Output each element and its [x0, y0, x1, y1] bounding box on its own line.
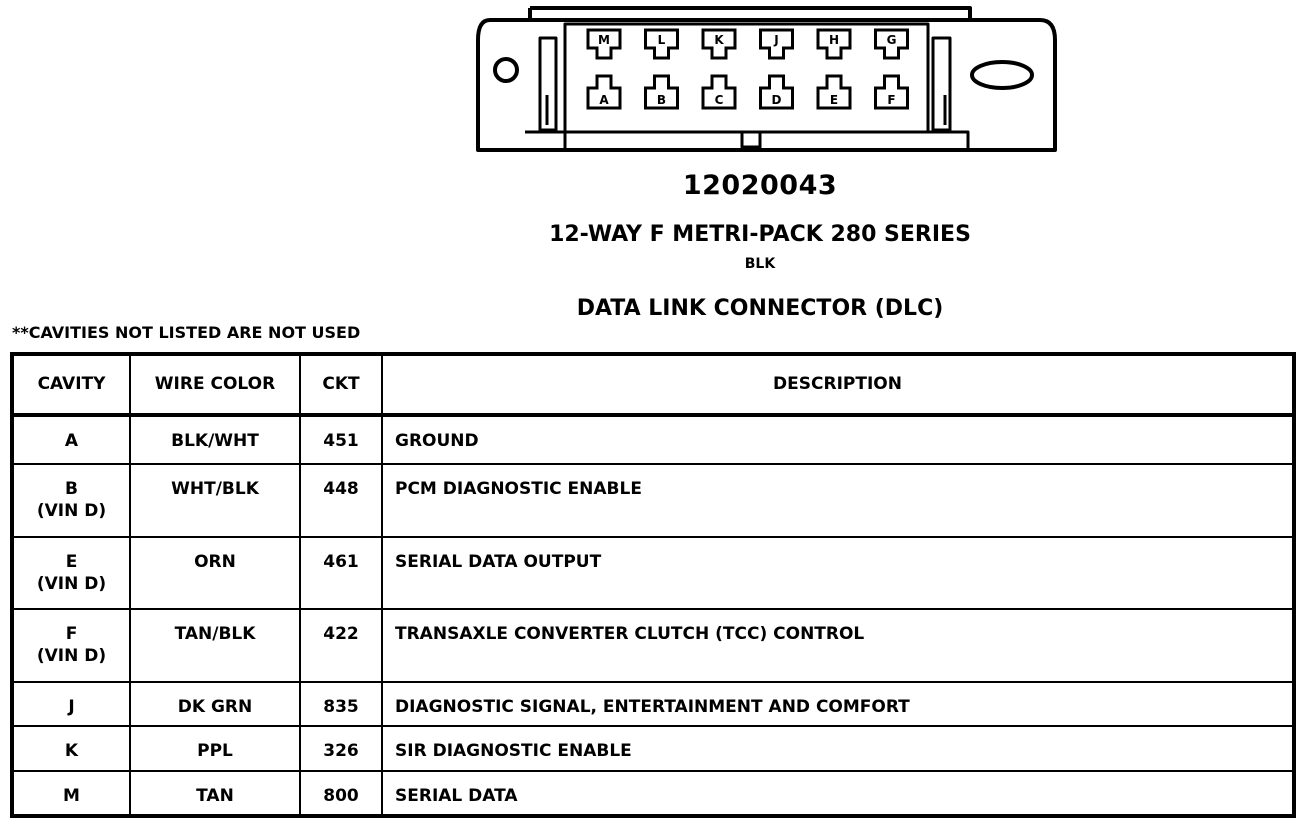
- pin-label: H: [828, 33, 840, 47]
- cell-ckt: 448: [300, 464, 382, 537]
- table-row: [12, 771, 1294, 816]
- cell-description: SERIAL DATA OUTPUT: [382, 537, 1294, 610]
- cell-ckt: 326: [300, 726, 382, 770]
- table-row: [12, 609, 1294, 682]
- left-mount-hole: [495, 59, 517, 81]
- pin-cavity-c: [703, 76, 735, 108]
- cell-cavity: [12, 537, 130, 610]
- pin-label: F: [887, 93, 896, 107]
- cell-wire-color: BLK/WHT: [130, 415, 300, 464]
- cell-wire-color: TAN: [130, 771, 300, 816]
- cavity-id: E: [65, 551, 78, 572]
- cell-ckt: 461: [300, 537, 382, 610]
- cell-description: DIAGNOSTIC SIGNAL, ENTERTAINMENT AND COMFORT: [382, 682, 1294, 726]
- pin-label: D: [771, 93, 782, 107]
- table-header-row: [12, 354, 1294, 415]
- pin-label: M: [598, 33, 610, 47]
- pin-cavity-l: [646, 30, 678, 58]
- cell-description: GROUND: [382, 415, 1294, 464]
- table-row: [12, 415, 1294, 464]
- pin-label: K: [714, 33, 724, 47]
- connector-series: 12-WAY F METRI-PACK 280 SERIES: [549, 222, 971, 247]
- pin-cavity-e: [818, 76, 850, 108]
- cell-ckt: 800: [300, 771, 382, 816]
- cell-wire-color: ORN: [130, 537, 300, 610]
- table-row: [12, 726, 1294, 770]
- pin-cavity-g: [876, 30, 908, 58]
- cavity-id: J: [68, 696, 75, 717]
- header-wire-color: WIRE COLOR: [130, 354, 300, 415]
- pin-cavity-a: [588, 76, 620, 108]
- pin-cavity-f: [876, 76, 908, 108]
- header-ckt: CKT: [300, 354, 382, 415]
- cell-description: SERIAL DATA: [382, 771, 1294, 816]
- cell-cavity: [12, 415, 130, 464]
- header-cavity: CAVITY: [12, 354, 130, 415]
- cell-description: PCM DIAGNOSTIC ENABLE: [382, 464, 1294, 537]
- cavity-id: M: [63, 785, 80, 806]
- cavity-vin-note: (VIN D): [36, 573, 107, 594]
- right-latch: [933, 38, 950, 130]
- cavity-vin-note: (VIN D): [36, 500, 107, 521]
- table-row: [12, 682, 1294, 726]
- cavity-table: [10, 352, 1296, 818]
- header-description: DESCRIPTION: [382, 354, 1294, 415]
- cell-ckt: 451: [300, 415, 382, 464]
- pin-label: G: [886, 33, 897, 47]
- cell-cavity: [12, 771, 130, 816]
- pin-label: B: [656, 93, 667, 107]
- cell-ckt: 835: [300, 682, 382, 726]
- cell-ckt: 422: [300, 609, 382, 682]
- pin-cavity-b: [646, 76, 678, 108]
- pin-cavity-m: [588, 30, 620, 58]
- cell-cavity: [12, 682, 130, 726]
- cavity-id: B: [65, 478, 78, 499]
- pin-cavity-h: [818, 30, 850, 58]
- pin-cavity-k: [703, 30, 735, 58]
- connector-diagram: [0, 0, 1312, 165]
- cell-wire-color: TAN/BLK: [130, 609, 300, 682]
- pin-label: A: [599, 93, 609, 107]
- cavity-id: A: [64, 430, 79, 451]
- cavity-id: F: [65, 624, 78, 645]
- cell-cavity: [12, 726, 130, 770]
- table-row: [12, 464, 1294, 537]
- cavity-vin-note: (VIN D): [36, 646, 107, 667]
- cavity-id: K: [64, 741, 79, 762]
- pin-label: C: [714, 93, 724, 107]
- cell-cavity: [12, 609, 130, 682]
- connector-color: BLK: [744, 256, 776, 272]
- cell-wire-color: DK GRN: [130, 682, 300, 726]
- part-number: 12020043: [682, 170, 838, 201]
- right-mount-slot: [972, 62, 1032, 88]
- table-row: [12, 537, 1294, 610]
- unused-cavities-note: **CAVITIES NOT LISTED ARE NOT USED: [12, 323, 361, 342]
- cell-cavity: [12, 464, 130, 537]
- pin-label: E: [829, 93, 839, 107]
- cell-description: SIR DIAGNOSTIC ENABLE: [382, 726, 1294, 770]
- pin-label: J: [774, 33, 779, 47]
- pin-cavity-j: [761, 30, 793, 58]
- cell-description: TRANSAXLE CONVERTER CLUTCH (TCC) CONTROL: [382, 609, 1294, 682]
- connector-keyway: [742, 132, 760, 147]
- cell-wire-color: WHT/BLK: [130, 464, 300, 537]
- cell-wire-color: PPL: [130, 726, 300, 770]
- pin-label: L: [657, 33, 666, 47]
- connector-name: DATA LINK CONNECTOR (DLC): [576, 296, 944, 321]
- pin-cavity-d: [761, 76, 793, 108]
